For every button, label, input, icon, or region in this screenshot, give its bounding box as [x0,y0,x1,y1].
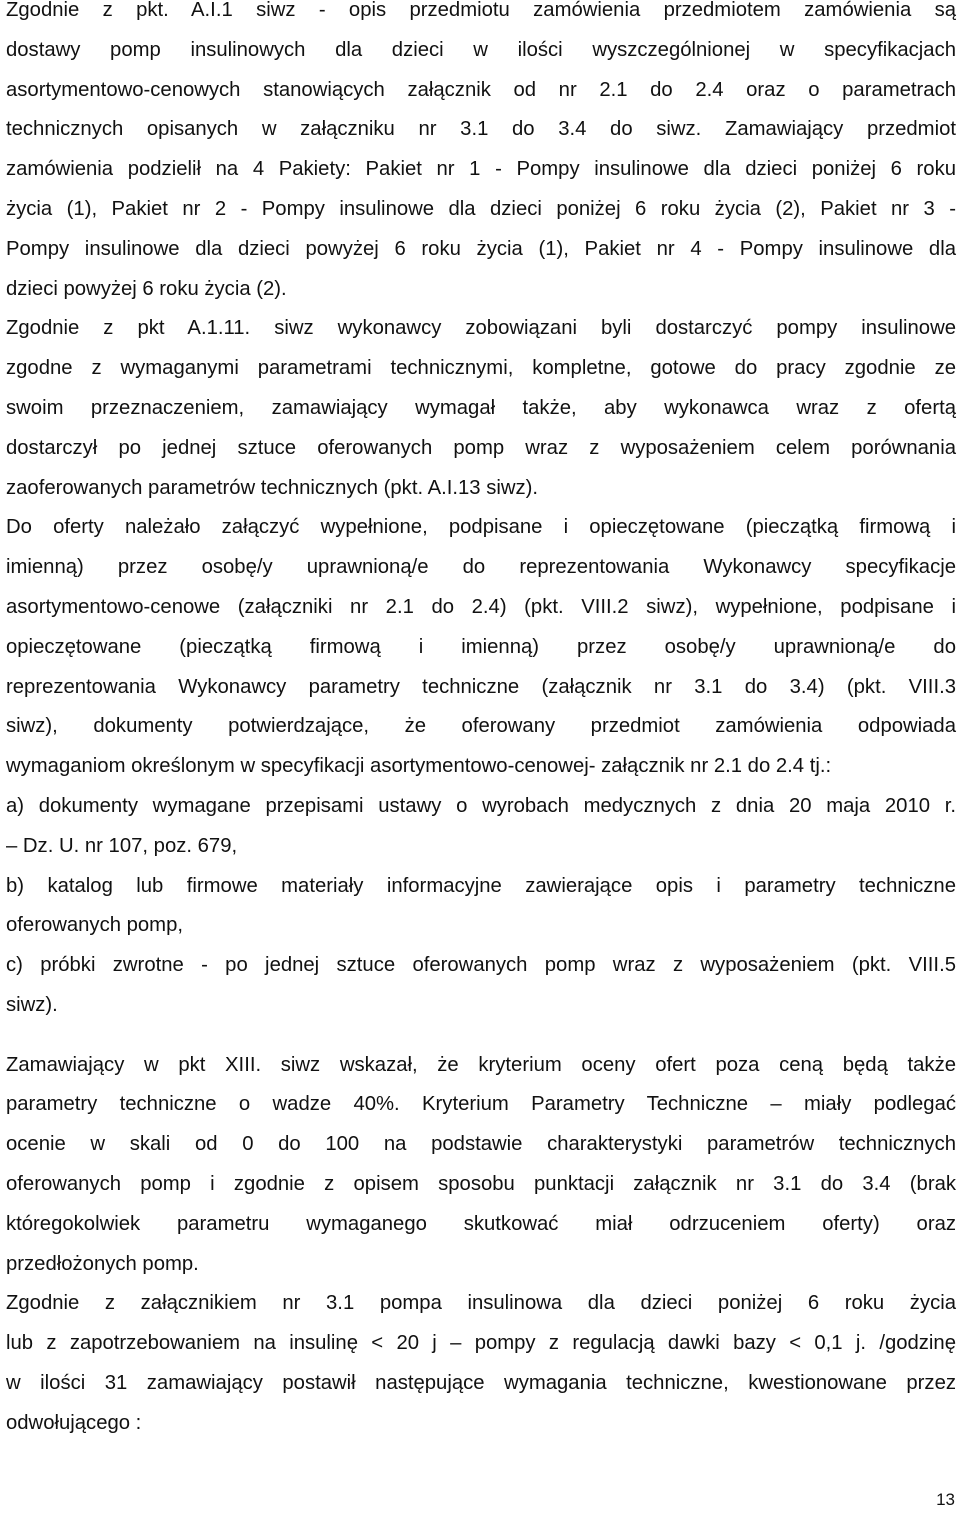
text-line: b) katalog lub firmowe materiały informacyjne zawierające opis i parametry techniczne [6,874,956,897]
text-line: swoim przeznaczeniem, zamawiający wymagał także, aby wykonawca wraz z ofertą [6,396,956,419]
list-item-a [6,787,956,867]
paragraph-5 [6,1284,956,1443]
text-line: Do oferty należało załączyć wypełnione, podpisane i opieczętowane (pieczątką firmową i [6,516,956,539]
text-line: ocenie w skali od 0 do 100 na podstawie charakterystyki parametrów technicznych [6,1133,956,1156]
text-line: asortymentowo-cenowych stanowiących załącznik od nr 2.1 do 2.4 oraz o parametrach [6,78,956,101]
text-line: wymaganiom określonym w specyfikacji asortymentowo-cenowej- załącznik nr 2.1 do 2.4 tj.: [6,755,832,778]
paragraph-spacer [6,1026,956,1046]
text-line: Zgodnie z pkt A.1.11. siwz wykonawcy zobowiązani byli dostarczyć pompy insulinowe [6,317,956,340]
paragraph-1 [6,0,956,309]
paragraph-4 [6,1046,956,1285]
text-line: asortymentowo-cenowe (załączniki nr 2.1 do 2.4) (pkt. VIII.2 siwz), wypełnione, podpisane i [6,595,956,618]
text-line: dostawy pomp insulinowych dla dzieci w ilości wyszczególnionej w specyfikacjach [6,38,956,61]
text-line: – Dz. U. nr 107, poz. 679, [6,834,238,857]
text-line: c) próbki zwrotne - po jednej sztuce oferowanych pomp wraz z wyposażeniem (pkt. VIII.5 [6,954,956,977]
text-line: parametry techniczne o wadze 40%. Kryterium Parametry Techniczne – miały podlegać [6,1093,956,1116]
text-line: w ilości 31 zamawiający postawił następujące wymagania techniczne, kwestionowane przez [6,1371,956,1394]
text-line: imienną) przez osobę/y uprawnioną/e do reprezentowania Wykonawcy specyfikacje [6,556,956,579]
text-line: przedłożonych pomp. [6,1252,199,1275]
text-line: Zgodnie z załącznikiem nr 3.1 pompa insulinowa dla dzieci poniżej 6 roku życia [6,1292,956,1315]
text-line: oferowanych pomp, [6,914,183,937]
text-line: opieczętowane (pieczątką firmową i imienną) przez osobę/y uprawnioną/e do [6,635,956,658]
text-line: zgodne z wymaganymi parametrami technicznymi, kompletne, gotowe do pracy zgodnie ze [6,357,956,380]
paragraph-3 [6,508,956,787]
text-line: któregokolwiek parametru wymaganego skutkować miał odrzuceniem oferty) oraz [6,1212,956,1235]
document-page [6,0,956,1444]
text-line: odwołującego : [6,1411,142,1434]
text-line: dostarczył po jednej sztuce oferowanych pomp wraz z wyposażeniem celem porównania [6,436,956,459]
text-line: życia (1), Pakiet nr 2 - Pompy insulinowe dla dzieci poniżej 6 roku życia (2), Pakiet nr 3 - [6,197,956,220]
text-line: Zgodnie z pkt. A.I.1 siwz - opis przedmiotu zamówienia przedmiotem zamówienia są [6,0,956,21]
text-line: siwz), dokumenty potwierdzające, że oferowany przedmiot zamówienia odpowiada [6,715,956,738]
text-line: a) dokumenty wymagane przepisami ustawy o wyrobach medycznych z dnia 20 maja 2010 r. [6,794,956,817]
text-line: siwz). [6,993,58,1016]
text-line: dzieci powyżej 6 roku życia (2). [6,277,287,300]
list-item-b [6,867,956,947]
text-line: Zamawiający w pkt XIII. siwz wskazał, że kryterium oceny ofert poza ceną będą także [6,1053,956,1076]
text-line: lub z zapotrzebowaniem na insulinę < 20 j – pompy z regulacją dawki bazy < 0,1 j. /godzinę [6,1332,956,1355]
list-item-c [6,946,956,1026]
text-line: Pompy insulinowe dla dzieci powyżej 6 roku życia (1), Pakiet nr 4 - Pompy insulinowe dla [6,237,956,260]
page-number: 13 [936,1490,955,1509]
paragraph-2 [6,309,956,508]
text-line: reprezentowania Wykonawcy parametry techniczne (załącznik nr 3.1 do 3.4) (pkt. VIII.3 [6,675,956,698]
text-line: technicznych opisanych w załączniku nr 3.1 do 3.4 do siwz. Zamawiający przedmiot [6,118,956,141]
text-line: zamówienia podzielił na 4 Pakiety: Pakiet nr 1 - Pompy insulinowe dla dzieci poniżej 6 roku [6,158,956,181]
text-line: oferowanych pomp i zgodnie z opisem sposobu punktacji załącznik nr 3.1 do 3.4 (brak [6,1173,956,1195]
text-line: zaoferowanych parametrów technicznych (pkt. A.I.13 siwz). [6,476,539,499]
